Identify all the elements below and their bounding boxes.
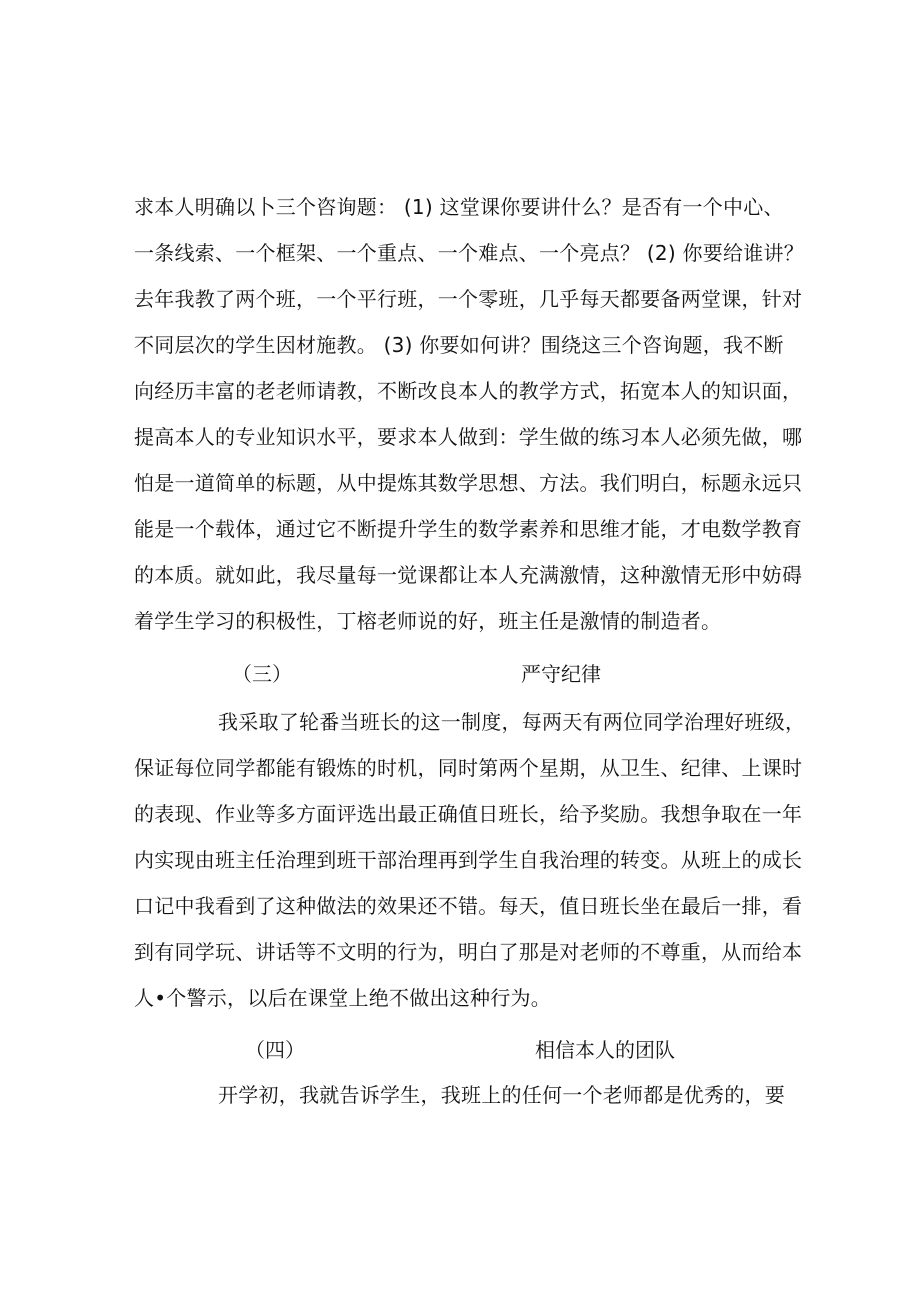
paragraph-line: 到有同学玩、讲话等不文明的行为，明白了那是对老师的不尊重，从而给本 bbox=[134, 940, 803, 964]
paragraph-line: 能是一个载体，通过它不断提升学生的数学素养和思维才能，才电数学教育 bbox=[134, 517, 803, 541]
paragraph-line: 提高本人的专业知识水平，要求本人做到：学生做的练习本人必须先做，哪 bbox=[134, 425, 803, 449]
paragraph-line: 着学生学习的积极性，丁榕老师说的好，班主任是激情的制造者。 bbox=[134, 609, 722, 633]
paragraph-line: 向经历丰富的老老师请教，不断改良本人的教学方式，拓宽本人的知识面， bbox=[134, 379, 803, 403]
paragraph-line: 口记中我看到了这种做法的效果还不错。每天，值日班长坐在最后一排，看 bbox=[134, 894, 803, 918]
section-title: 严守纪律 bbox=[521, 662, 601, 686]
paragraph-line: 开学初，我就告诉学生，我班上的任何一个老师都是优秀的，要 bbox=[218, 1083, 785, 1107]
paragraph-line: 一条线索、一个框架、一个重点、一个难点、一个亮点？ (2) 你要给谁讲？ bbox=[134, 241, 805, 265]
paragraph-line: 保证每位同学都能有锻炼的时机，同时第两个星期，从卫生、纪律、上课时 bbox=[134, 756, 803, 780]
paragraph-line: 求本人明确以卜三个咨询题： (1) 这堂课你要讲什么？是否有一个中心、 bbox=[134, 195, 784, 219]
paragraph-line: 怕是一道简单的标题，从中提炼其数学思想、方法。我们明白，标题永远只 bbox=[134, 471, 803, 495]
paragraph-line: 我采取了轮番当班长的这一制度，每两天有两位同学治理好班级， bbox=[218, 710, 806, 734]
section-number: （三） bbox=[232, 662, 292, 686]
paragraph-line: 的表现、作业等多方面评选出最正确值日班长，给予奖励。我想争取在一年 bbox=[134, 802, 803, 826]
section-number: （四） bbox=[245, 1038, 305, 1062]
paragraph-line: 去年我教了两个班，一个平行班，一个零班，几乎每天都要备两堂课，针对 bbox=[134, 287, 803, 311]
paragraph-line: 的本质。就如此，我尽量每一觉课都让本人充满激情，这种激情无形中妨碍 bbox=[134, 563, 803, 587]
paragraph-line: 不同层次的学生因材施教。 (3) 你要如何讲？围绕这三个咨询题，我不断 bbox=[134, 333, 784, 357]
paragraph-line: 人•个警示，以后在课堂上绝不做出这种行为。 bbox=[134, 986, 552, 1010]
paragraph-line: 内实现由班主任治理到班干部治理再到学生自我治理的转变。从班上的成长 bbox=[134, 848, 803, 872]
section-title: 相信本人的团队 bbox=[535, 1038, 675, 1062]
